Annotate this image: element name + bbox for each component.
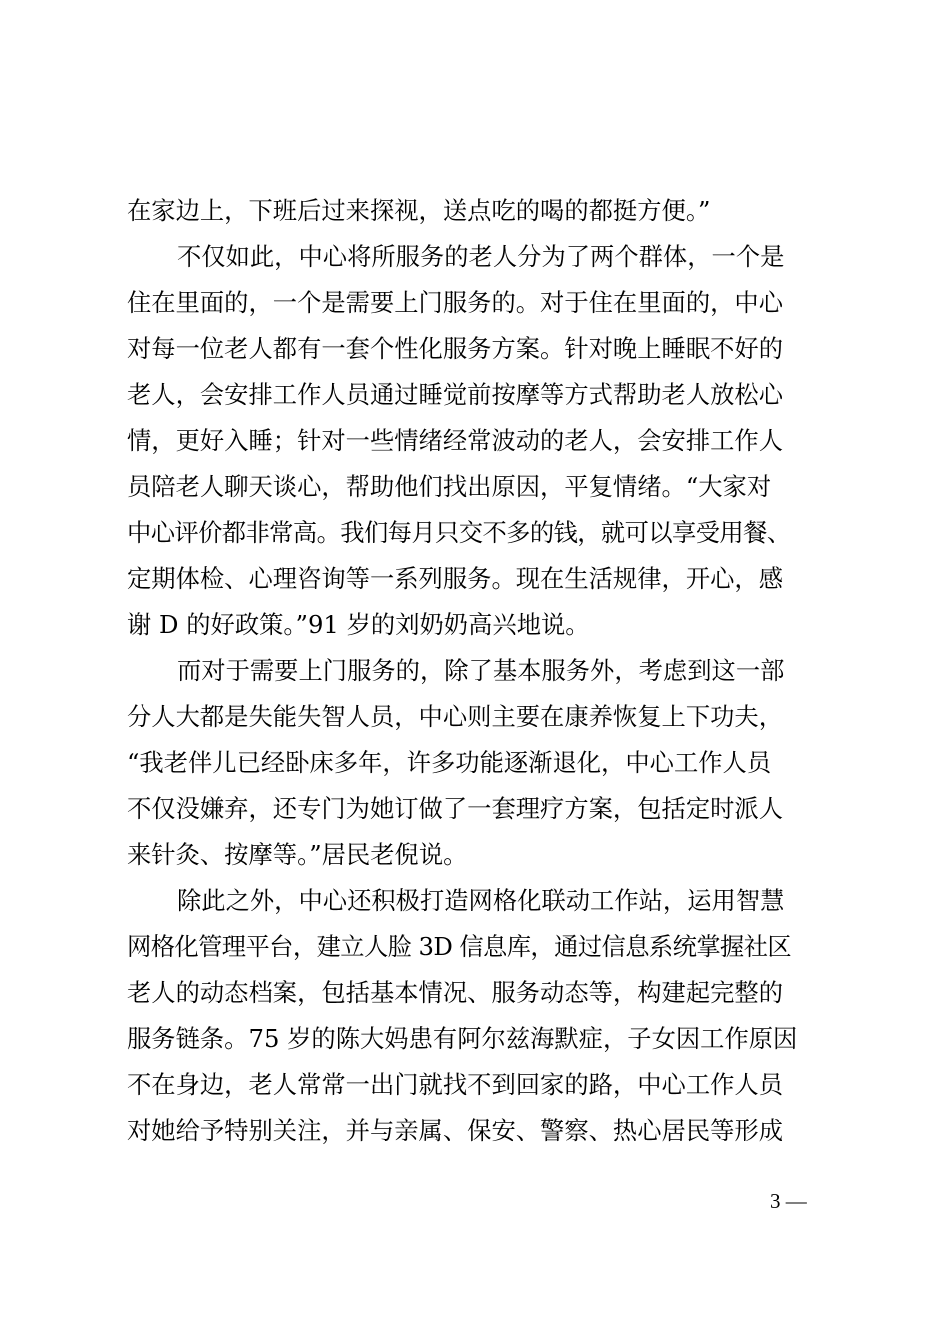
text-line-13: “我老伴儿已经卧床多年，许多功能逐渐退化，中心工作人员 bbox=[127, 748, 772, 777]
text-line-3: 住在里面的，一个是需要上门服务的。对于住在里面的，中心 bbox=[127, 288, 784, 317]
text-line-12: 分人大都是失能失智人员，中心则主要在康养恢复上下功夫， bbox=[127, 702, 784, 731]
text-line-9: 定期体检、心理咨询等一系列服务。现在生活规律，开心，感 bbox=[127, 564, 784, 593]
text-line-5: 老人，会安排工作人员通过睡觉前按摩等方式帮助老人放松心 bbox=[127, 380, 784, 409]
text-line-21: 对她给予特别关注，并与亲属、保安、警察、热心居民等形成 bbox=[127, 1116, 784, 1145]
text-line-17: 网格化管理平台，建立人脸 3D 信息库，通过信息系统掌握社区 bbox=[127, 932, 792, 961]
text-line-15: 来针灸、按摩等。”居民老倪说。 bbox=[127, 840, 468, 869]
text-line-8: 中心评价都非常高。我们每月只交不多的钱，就可以享受用餐、 bbox=[127, 518, 791, 547]
text-line-18: 老人的动态档案，包括基本情况、服务动态等，构建起完整的 bbox=[127, 978, 784, 1007]
text-line-16: 除此之外，中心还积极打造网格化联动工作站，运用智慧 bbox=[177, 886, 785, 915]
document-body bbox=[127, 188, 835, 1154]
text-line-7: 员陪老人聊天谈心，帮助他们找出原因，平复情绪。“大家对 bbox=[127, 472, 772, 501]
text-line-20: 不在身边，老人常常一出门就找不到回家的路，中心工作人员 bbox=[127, 1070, 784, 1099]
text-line-11: 而对于需要上门服务的，除了基本服务外，考虑到这一部 bbox=[177, 656, 785, 685]
text-line-14: 不仅没嫌弃，还专门为她订做了一套理疗方案，包括定时派人 bbox=[127, 794, 784, 823]
text-line-19: 服务链条。75 岁的陈大妈患有阿尔兹海默症，子女因工作原因 bbox=[127, 1024, 798, 1053]
text-line-4: 对每一位老人都有一套个性化服务方案。针对晚上睡眠不好的 bbox=[127, 334, 784, 363]
text-line-10: 谢 D 的好政策。”91 岁的刘奶奶高兴地说。 bbox=[127, 610, 590, 639]
page-number: 3 — bbox=[770, 1189, 807, 1213]
text-line-6: 情，更好入睡；针对一些情绪经常波动的老人，会安排工作人 bbox=[127, 426, 784, 455]
text-line-1: 在家边上，下班后过来探视，送点吃的喝的都挺方便。” bbox=[127, 196, 711, 225]
text-line-2: 不仅如此，中心将所服务的老人分为了两个群体，一个是 bbox=[177, 242, 785, 271]
